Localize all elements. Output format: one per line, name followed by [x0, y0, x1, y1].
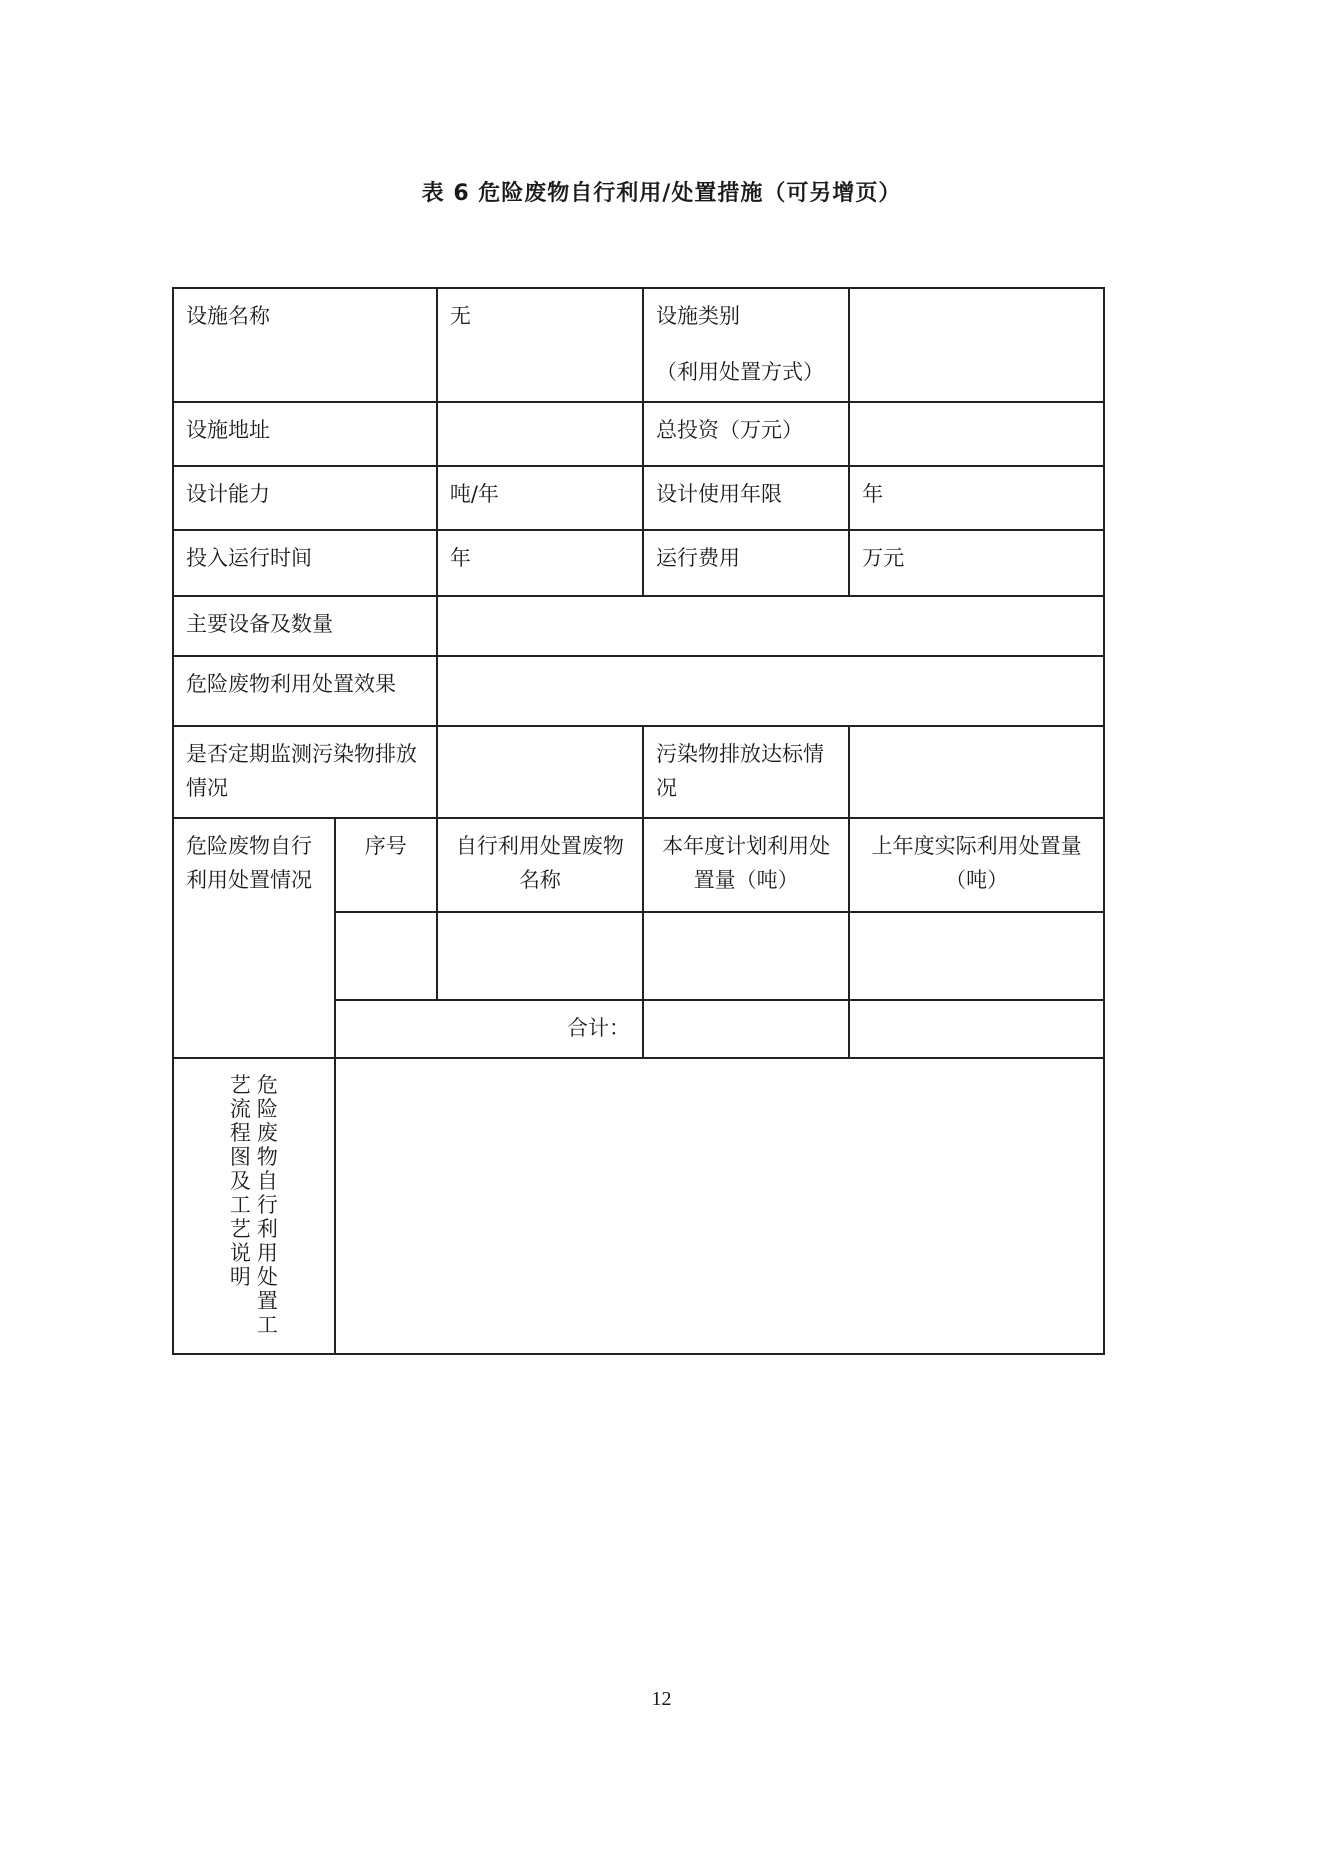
total-investment-label: 总投资（万元）: [643, 402, 849, 466]
monitoring-value: [437, 726, 643, 818]
design-life-label: 设计使用年限: [643, 466, 849, 530]
page-number: 12: [651, 1688, 672, 1710]
design-capacity-value: 吨/年: [437, 466, 643, 530]
hazardous-waste-disposal-table: [172, 287, 1105, 1355]
vertical-char: 流: [229, 1097, 251, 1121]
compliance-label: 污染物排放达标情况: [643, 726, 849, 818]
operating-cost-label: 运行费用: [643, 530, 849, 596]
address-label: 设施地址: [173, 402, 437, 466]
equipment-label: 主要设备及数量: [173, 596, 437, 656]
vertical-char: 程: [229, 1121, 251, 1145]
effect-label: 危险废物利用处置效果: [173, 656, 437, 726]
address-value: [437, 402, 643, 466]
design-life-value: 年: [849, 466, 1104, 530]
effect-value: [437, 656, 1104, 726]
facility-type-label: [643, 288, 849, 402]
col-serial-header: 序号: [335, 818, 437, 912]
vertical-char: 处: [256, 1265, 278, 1289]
design-capacity-label: 设计能力: [173, 466, 437, 530]
operation-time-label: 投入运行时间: [173, 530, 437, 596]
vertical-char: 自: [256, 1169, 278, 1193]
operation-time-value: 年: [437, 530, 643, 596]
vertical-char: 用: [256, 1241, 278, 1265]
operating-cost-value: 万元: [849, 530, 1104, 596]
disposal-row-waste-name: [437, 912, 643, 1000]
vertical-char: 及: [229, 1169, 251, 1193]
page-title: 表 6 危险废物自行利用/处置措施（可另增页）: [421, 181, 902, 206]
process-label-col2: [230, 1073, 251, 1337]
compliance-value: [849, 726, 1104, 818]
disposal-row-serial: [335, 912, 437, 1000]
vertical-char: 艺: [229, 1217, 251, 1241]
col-planned-header: 本年度计划利用处置量（吨）: [643, 818, 849, 912]
vertical-char: 工: [229, 1193, 251, 1217]
vertical-char: 明: [229, 1265, 251, 1289]
facility-type-value: [849, 288, 1104, 402]
total-actual: [849, 1000, 1104, 1058]
total-label: 合计：: [335, 1000, 643, 1058]
disposal-row-planned: [643, 912, 849, 1000]
monitoring-label: 是否定期监测污染物排放情况: [173, 726, 437, 818]
col-waste-name-header: 自行利用处置废物名称: [437, 818, 643, 912]
disposal-section-label: 危险废物自行利用处置情况: [173, 818, 335, 1058]
process-description-area: [335, 1058, 1104, 1354]
process-section-label: [173, 1058, 335, 1354]
equipment-value: [437, 596, 1104, 656]
vertical-char: 行: [256, 1193, 278, 1217]
vertical-char: 图: [229, 1145, 251, 1169]
col-actual-header: 上年度实际利用处置量（吨）: [849, 818, 1104, 912]
total-investment-value: [849, 402, 1104, 466]
vertical-char: 利: [256, 1217, 278, 1241]
process-label-col1: [257, 1073, 278, 1337]
vertical-char: 险: [256, 1097, 278, 1121]
vertical-char: 置: [256, 1289, 278, 1313]
facility-type-label-line2: （利用处置方式）: [656, 360, 825, 384]
disposal-row-actual: [849, 912, 1104, 1000]
facility-name-label: 设施名称: [173, 288, 437, 402]
facility-name-value: 无: [437, 288, 643, 402]
vertical-char: 废: [256, 1121, 278, 1145]
vertical-char: 说: [229, 1241, 251, 1265]
vertical-char: 危: [256, 1073, 278, 1097]
total-planned: [643, 1000, 849, 1058]
vertical-char: 物: [256, 1145, 278, 1169]
vertical-char: 艺: [229, 1073, 251, 1097]
vertical-char: 工: [256, 1313, 278, 1337]
facility-type-label-line1: 设施类别: [656, 304, 741, 328]
